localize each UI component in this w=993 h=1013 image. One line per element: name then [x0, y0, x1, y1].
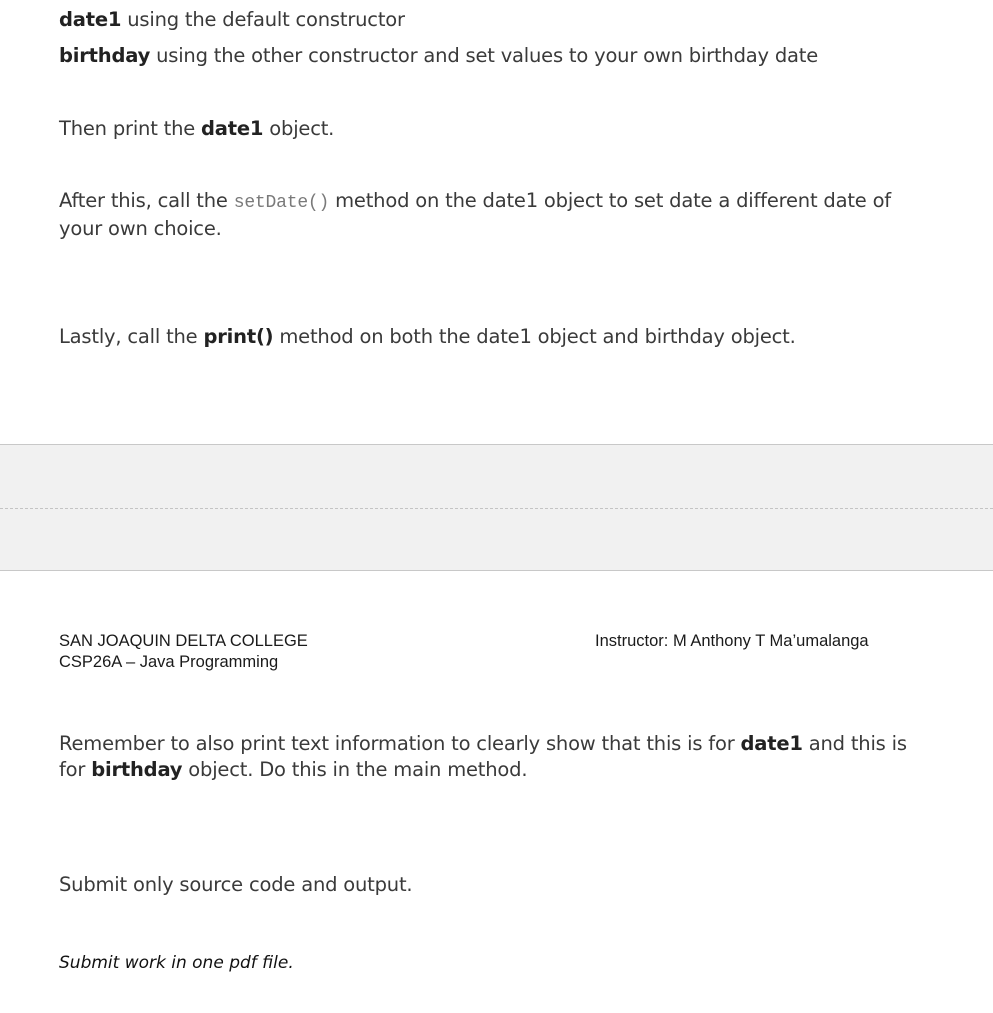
header-college: SAN JOAQUIN DELTA COLLEGE	[59, 632, 308, 650]
instruction-setdate	[59, 188, 939, 242]
instruction-print-both	[59, 324, 796, 350]
instruction-print-date1	[59, 116, 334, 142]
bold-term: birthday	[91, 758, 183, 781]
header-course: CSP26A – Java Programming	[59, 653, 279, 671]
text-span: using the other constructor and set values to your own birthday date	[150, 44, 819, 67]
text-span: object.	[263, 117, 335, 140]
bold-term: print()	[203, 325, 274, 348]
bold-term: date1	[740, 732, 803, 755]
instruction-submit-pdf: Submit work in one pdf file.	[59, 953, 294, 973]
text-span: object. Do this in the main method.	[182, 758, 528, 781]
text-span: After this, call the	[59, 189, 234, 212]
text-span: method on both the date1 object and birthday object.	[273, 325, 796, 348]
instruction-date1	[59, 7, 405, 33]
instruction-birthday	[59, 43, 818, 69]
header-instructor: Instructor: M Anthony T Ma’umalanga	[595, 632, 869, 650]
code-snippet: setDate()	[233, 193, 330, 213]
bold-term: date1	[59, 8, 122, 31]
text-span: and this is for	[59, 732, 907, 781]
bold-term: birthday	[59, 44, 151, 67]
text-span: Lastly, call the	[59, 325, 204, 348]
text-span: Remember to also print text information to clearly show that this is for	[59, 732, 741, 755]
text-span: using the default constructor	[121, 8, 405, 31]
page-break-gap	[0, 444, 993, 571]
instruction-submit-source: Submit only source code and output.	[59, 873, 413, 896]
text-span: method on the date1 object to set date a different date of your own choice.	[59, 189, 891, 240]
bold-term: date1	[201, 117, 264, 140]
page-break-line	[0, 508, 993, 509]
text-span: Then print the	[59, 117, 202, 140]
instruction-remember	[59, 731, 939, 783]
